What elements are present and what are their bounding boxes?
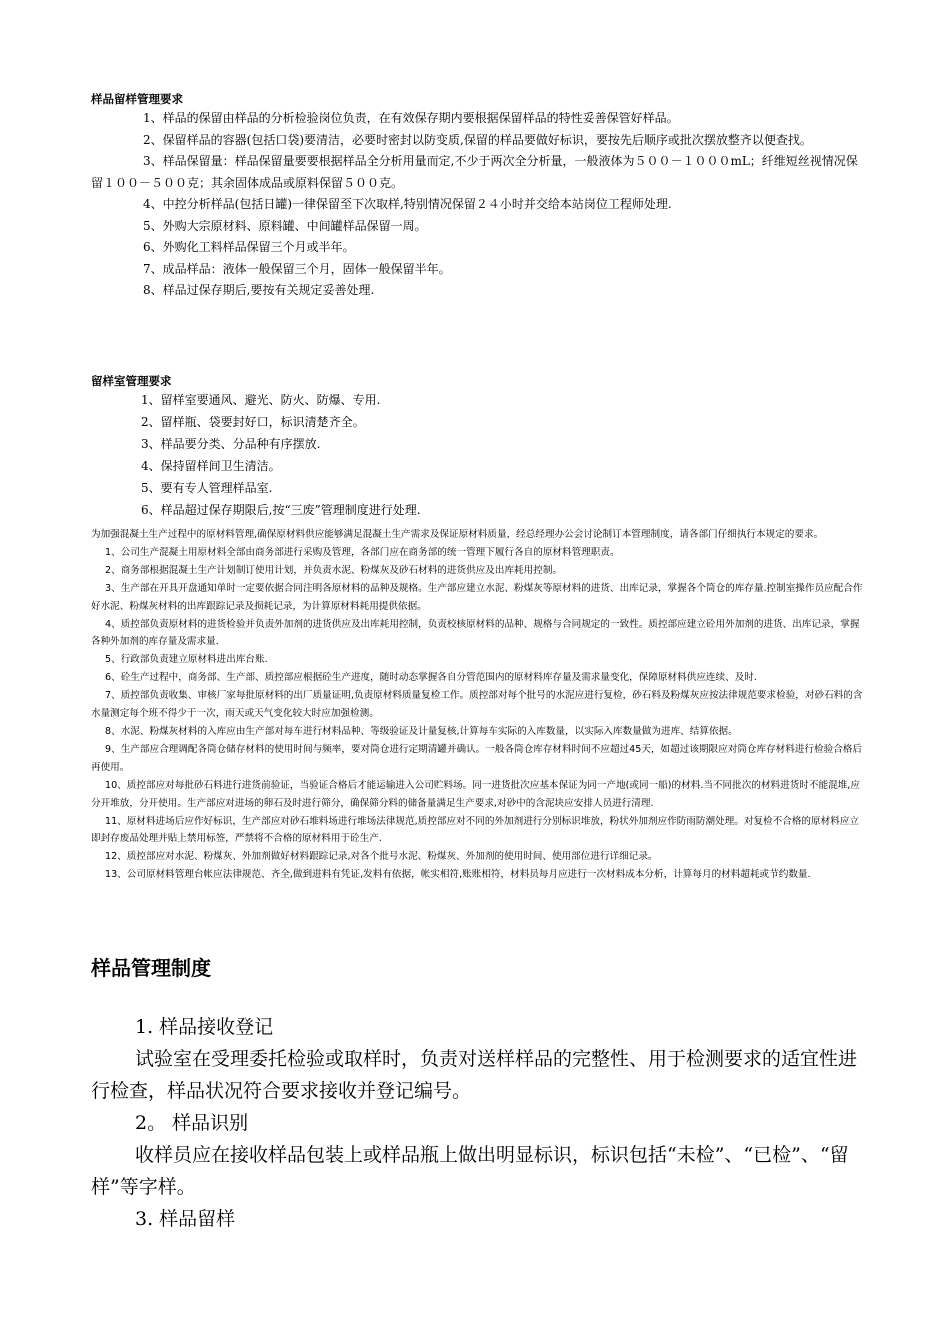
section2-item: 6、样品超过保存期限后,按“三废”管理制度进行处理. <box>141 503 421 517</box>
section3-item: 4、质控部负责原材料的进货检验并负责外加剂的进货供应及出库耗用控制，负责校核原材料的品种、规格与合同规定的一致性。质控部应建立砼用外加剂的进货、出库记录，掌握各种外加剂的库存量及需求量. <box>91 618 860 648</box>
section1-item: 3、样品保留量：样品保留量要要根据样品全分析用量而定,不少于两次全分析量，一般液体为５００－１０００mL；纤维短丝视情况保留１００－５００克；其余固体成品或原料保留５００克。 <box>91 154 858 190</box>
section2-list <box>91 389 861 521</box>
section2-item: 5、要有专人管理样品室. <box>141 481 273 495</box>
section3-body <box>91 526 866 884</box>
section3-item: 13、公司原材料管理台帐应法律规范、齐全,做到进料有凭证,发料有依据，帐实相符,账账相符，材料员每月应进行一次材料成本分析，计算每月的材料超耗或节约数量. <box>105 869 811 881</box>
section3-item: 5、行政部负责建立原材料进出库台账. <box>105 654 268 666</box>
section3-item: 9、生产部应合理调配各筒仓储存材料的使用时间与频率，要对筒仓进行定期清罐并确认。一般各筒仓库存材料时间不应超过45天，如超过该期限应对筒仓库存材料进行检验合格后再使用。 <box>91 743 863 773</box>
section3-item: 12、质控部应对水泥、粉煤灰、外加剂做好材料跟踪记录,对各个批号水泥、粉煤灰、外加剂的使用时间、使用部位进行详细记录。 <box>105 851 658 863</box>
section1-item: 6、外购化工料样品保留三个月或半年。 <box>143 240 355 254</box>
section3-item: 11、原材料进场后应作好标识，生产部应对砂石堆料场进行堆场法律规范,质控部应对不同的外加剂进行分别标识堆放，粉状外加剂应作防雨防潮处理。对复检不合格的原材料应立即封存废品处理并贴上禁用标签，严禁将不合格的原材料用于砼生产. <box>91 815 859 845</box>
section1-item: 4、中控分析样品(包括日罐)一律保留至下次取样,特别情况保留２４小时并交给本站岗位工程师处理. <box>143 197 672 211</box>
section2-item: 4、保持留样间卫生清洁。 <box>141 459 281 473</box>
section4-subheading: 3. 样品留样 <box>135 1208 236 1230</box>
section1-heading: 样品留样管理要求 <box>91 92 183 106</box>
section1-item: 2、保留样品的容器(包括口袋)要清洁，必要时密封以防变质,保留的样品要做好标识，要按先后顺序或批次摆放整齐以便查找。 <box>143 132 812 147</box>
section1-item: 7、成品样品：液体一般保留三个月，固体一般保留半年。 <box>143 261 451 276</box>
section3-intro: 为加强混凝土生产过程中的原材料管理,确保原材料供应能够满足混凝土生产需求及保证原材料质量，经总经理办公会讨论制订本管理制度，请各部门仔细执行本规定的要求。 <box>91 529 824 540</box>
section2-item: 2、留样瓶、袋要封好口，标识清楚齐全。 <box>141 415 365 429</box>
section4-subheading: 1. 样品接收登记 <box>135 1016 274 1038</box>
section3-item: 2、商务部根据混凝土生产计划制订使用计划，并负责水泥、粉煤灰及砂石材料的进货供应及出库耗用控制。 <box>105 564 563 576</box>
section3-item: 8、水泥、粉煤灰材料的入库应由生产部对每车进行材料品种、等级验证及计量复核,计算每车实际的入库数量，以实际入库数量做为进库、结算依据。 <box>105 725 738 737</box>
section3-item: 3、生产部在开具开盘通知单时一定要依据合同注明各原材料的品种及规格。生产部应建立水泥、粉煤灰等原材料的进货、出库记录，掌握各个筒仓的库存量.控制室操作员应配合作好水泥、粉煤灰材料的出库跟踪记录及损耗记录，为计算原材料耗用提供依据。 <box>91 582 863 612</box>
section4-body <box>91 1011 871 1235</box>
section4-subheading: 2。 样品识别 <box>135 1112 249 1134</box>
section4-paragraph: 收样员应在接收样品包装上或样品瓶上做出明显标识，标识包括“未检”、“已检”、“留样”等字样。 <box>91 1144 849 1198</box>
section1-list <box>91 108 861 302</box>
section1-item: 1、样品的保留由样品的分析检验岗位负责，在有效保存期内要根据保留样品的特性妥善保管好样品。 <box>143 111 679 125</box>
section1-item: 5、外购大宗原材料、原料罐、中间罐样品保留一周。 <box>143 218 427 233</box>
section3-item: 1、公司生产混凝土用原材料全部由商务部进行采购及管理，各部门应在商务部的统一管理下履行各自的原材料管理职责。 <box>105 546 620 558</box>
section3-item: 6、砼生产过程中，商务部、生产部、质控部应根据砼生产进度，随时动态掌握各自分管范围内的原材料库存量及需求量变化，保障原材料供应连续、及时. <box>105 672 757 684</box>
section4-paragraph: 试验室在受理委托检验或取样时，负责对送样样品的完整性、用于检测要求的适宜性进行检查，样品状况符合要求接收并登记编号。 <box>91 1048 858 1102</box>
section2-item: 1、留样室要通风、避光、防火、防爆、专用. <box>141 393 381 407</box>
section3-item: 7、质控部负责收集、审核厂家每批原材料的出厂质量证明,负责原材料质量复检工作。质控部对每个批号的水泥应进行复检，砂石料及粉煤灰应按法律规范要求检验，对砂石料的含水量测定每个班不得少于一次，雨天或天气变化较大时应加强检测。 <box>91 690 863 720</box>
section1-item: 8、样品过保存期后,要按有关规定妥善处理. <box>143 283 375 297</box>
section4-heading: 样品管理制度 <box>91 956 211 980</box>
section2-item: 3、样品要分类、分品种有序摆放. <box>141 437 321 451</box>
section3-item: 10、质控部应对每批砂石料进行进货前验证，当验证合格后才能运输进入公司贮料场。同一进货批次应基本保证为同一产地(或同一船)的材料.当不同批次的材料进货时不能混堆,应分开堆放，分开使用。生产部应对进场的卵石及时进行筛分，确保筛分料的储备量满足生产要求,对砂中的含泥块应安排人员进行清理. <box>91 779 860 809</box>
section2-heading: 留样室管理要求 <box>91 374 172 388</box>
